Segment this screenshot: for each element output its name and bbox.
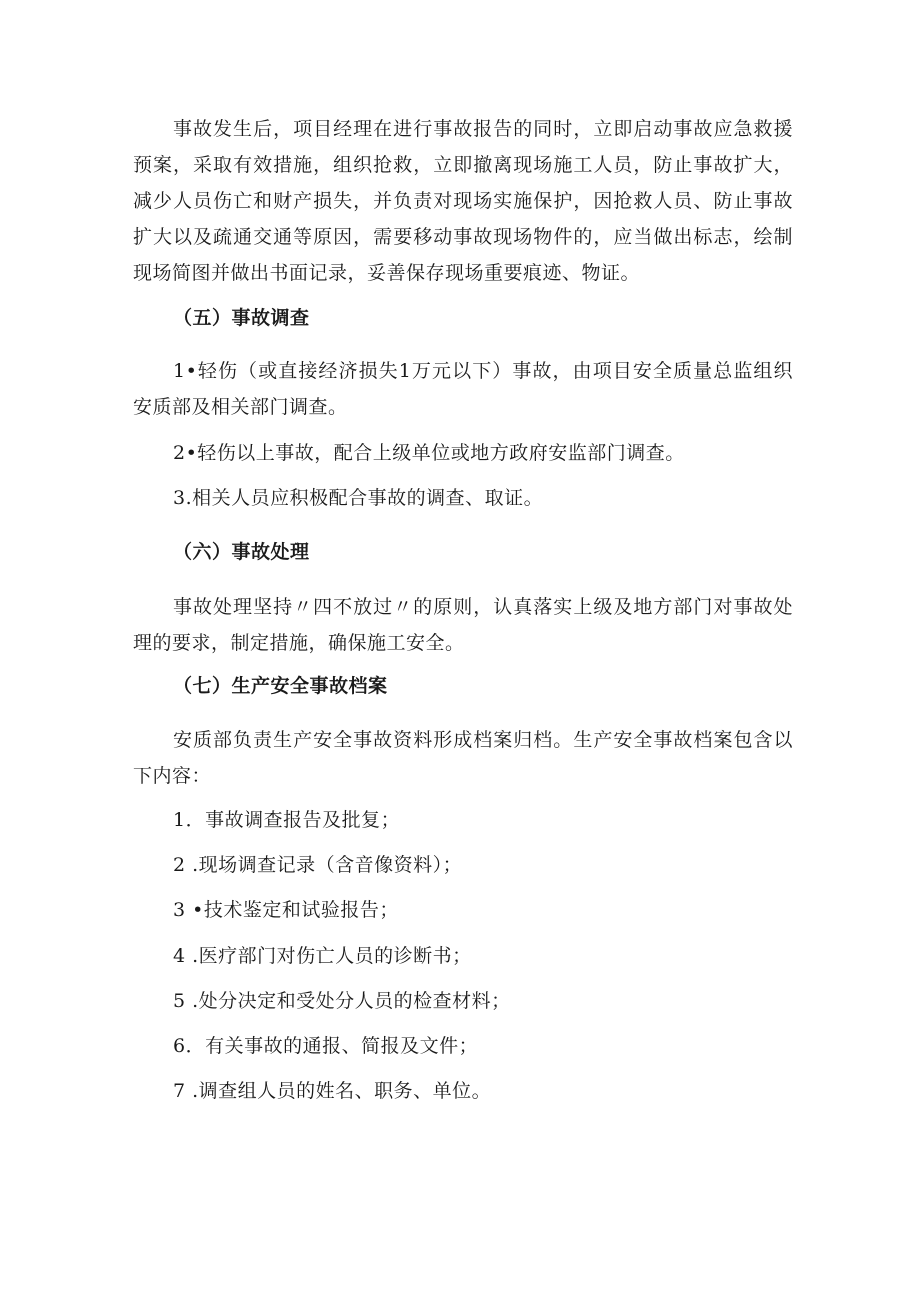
heading-accident-archive: （七）生产安全事故档案 [173,675,388,697]
archive-item-1: 1．事故调查报告及批复； [173,809,401,831]
archive-item-2: 2 .现场调查记录（含音像资料）； [173,854,463,876]
list-item-investigation-2: 2•轻伤以上事故，配合上级单位或地方政府安监部门调查。 [173,442,685,464]
heading-accident-investigation: （五）事故调查 [173,307,310,329]
list-item-investigation-3: 3.相关人员应积极配合事故的调查、取证。 [173,487,544,509]
archive-item-5: 5 .处分决定和受处分人员的检查材料； [173,990,511,1012]
heading-accident-handling: （六）事故处理 [173,541,310,563]
archive-item-6: 6．有关事故的通报、简报及文件； [173,1035,479,1057]
list-item-investigation-1: 1•轻伤（或直接经济损失1万元以下）事故，由项目安全质量总监组织安质部及相关部门调查。 [133,360,793,418]
archive-item-7: 7 .调查组人员的姓名、职务、单位。 [173,1080,492,1102]
paragraph-accident-handling: 事故处理坚持〃四不放过〃的原则，认真落实上级及地方部门对事故处理的要求，制定措施，确保施工安全。 [133,596,793,654]
paragraph-accident-archive: 安质部负责生产安全事故资料形成档案归档。生产安全事故档案包含以下内容： [133,729,793,787]
paragraph-emergency-response: 事故发生后，项目经理在进行事故报告的同时，立即启动事故应急救援预案，采取有效措施，组织抢救，立即撤离现场施工人员，防止事故扩大，减少人员伤亡和财产损失，并负责对现场实施保护，因抢救人员、防止事故扩大以及疏通交通等原因，需要移动事故现场物件的，应当做出标志，绘制现场简图并做出书面记录，妥善保存现场重要痕迹、物证。 [133,118,793,284]
archive-item-4: 4 .医疗部门对伤亡人员的诊断书； [173,945,472,967]
archive-item-3: 3 •技术鉴定和试验报告； [173,899,399,921]
